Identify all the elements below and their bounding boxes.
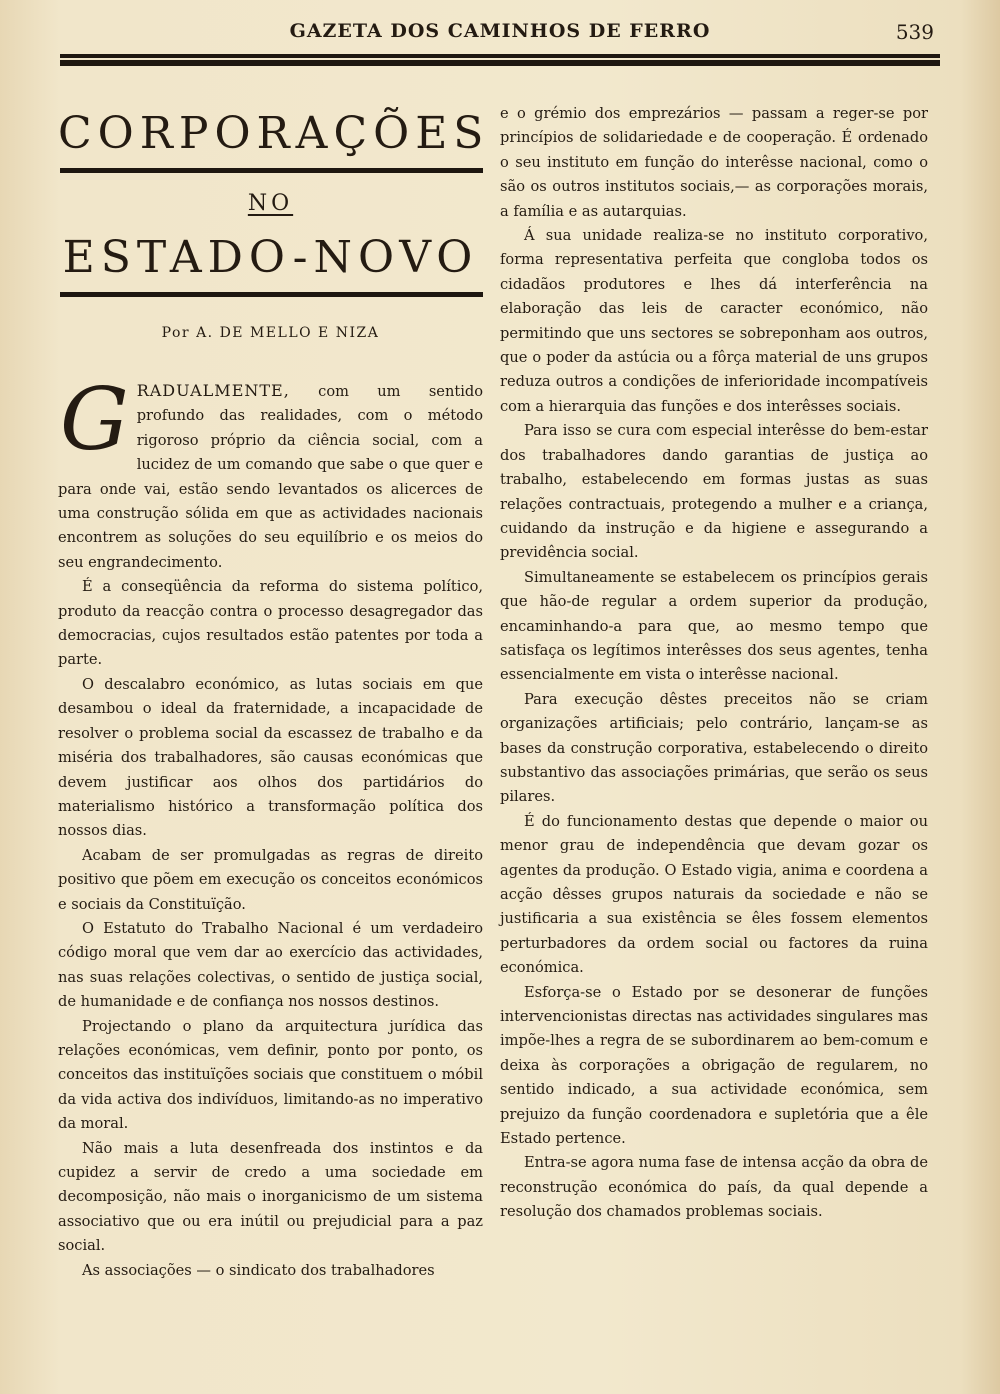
paragraph: Entra-se agora numa fase de intensa acção da obra de reconstrução económica do país, da qual depende a resolução dos chamados problemas sociais.: [500, 1154, 928, 1221]
right-column: [500, 102, 928, 1225]
byline: Por A. DE MELLO E NIZA: [161, 325, 380, 341]
article-title-line1: CORPORAÇÕES: [58, 108, 490, 159]
header-rule: [60, 54, 940, 58]
paragraph: Á sua unidade realiza-se no instituto corporativo, forma representativa perfeita que congloba todos os cidadãos produtores e lhes dá interferência na elaboração das leis de caracter económico, não permitindo que uns sectores se sobreponham aos outros, que o poder da astúcia ou a fôrça material de uns grupos reduza outros a condições de inferioridade incompatíveis com a hierarquia das funções e dos interêsses sociais.: [500, 227, 928, 415]
first-word: RADUALMENTE,: [136, 381, 290, 400]
paragraph: É a conseqüência da reforma do sistema político, produto da reacção contra o processo desagregador das democracias, cujos resultados estão patentes por toda a parte.: [58, 578, 483, 669]
title-rule-top: [60, 168, 483, 173]
paragraph: Simultaneamente se estabelecem os princípios gerais que hão-de regular a ordem superior da produção, encaminhando-a para que, ao mesmo tempo que satisfaça os legítimos interêsses dos seus agentes, tenha essencialmente em vista o interêsse nacional.: [500, 568, 928, 684]
paragraph: Acabam de ser promulgadas as regras de direito positivo que põem em execução os conceitos económicos e sociais da Constituïção.: [58, 846, 483, 913]
paragraph: O descalabro económico, as lutas sociais em que desambou o ideal da fraternidade, a incapacidade de resolver o problema social da escassez de trabalho e da miséria dos trabalhadores, são causas económicas que devem justificar aos olhos dos partidários do materialismo histórico a transformação política dos nossos dias.: [58, 675, 483, 840]
page-number: 539: [895, 20, 934, 44]
drop-cap: G: [60, 370, 129, 470]
first-paragraph: [58, 370, 484, 575]
article-title-line2: [58, 191, 483, 216]
header-rule-double: [60, 60, 940, 66]
left-column: [58, 100, 490, 1283]
paragraph: Não mais a luta desenfreada dos instintos e da cupidez a servir de credo a uma sociedade em decomposição, não mais o inorganicismo de um sistema associativo que ou era inútil ou prejudicial para a paz social.: [58, 1139, 483, 1255]
paragraph: O Estatuto do Trabalho Nacional é um verdadeiro código moral que vem dar ao exercício das actividades, nas suas relações colectivas, o sentido de justiça social, de humanidade e de confiança nos nossos destinos.: [58, 919, 483, 1011]
title-rule-bottom: [60, 292, 483, 297]
paragraph: Projectando o plano da arquitectura jurídica das relações económicas, vem definir, ponto por ponto, os conceitos das instituïções sociais que constituem o móbil da vida activa dos indivíduos, limitando-as no imperativo da moral.: [58, 1017, 483, 1133]
title-no: NO: [247, 191, 294, 216]
paragraph: Para execução dêstes preceitos não se criam organizações artificiais; pelo contrário, lançam-se as bases da construção corporativa, estabelecendo o direito substantivo das associações primárias, que serão os seus pilares.: [500, 690, 928, 806]
paragraph: Esforça-se o Estado por se desonerar de funções intervencionistas directas nas actividades singulares mas impõe-lhes a regra de se subordinarem ao bem-comum e deixa às corporações a obrigação de regularem, no sentido indicado, a sua actividade económica, sem prejuizo da função coordenadora e supletória que a êle Estado pertence.: [500, 983, 928, 1148]
paragraph-continuation: e o grémio dos emprezários — passam a reger-se por princípios de solidariedade e de cooperação. É ordenado o seu instituto em função do interêsse nacional, como o são os outros institutos sociais,— as corporações morais, a família e as autarquias.: [500, 105, 928, 220]
article-title-line3: ESTADO-NOVO: [62, 232, 479, 283]
page-header: [60, 18, 940, 48]
paragraph: As associações — o sindicato dos trabalhadores: [82, 1261, 435, 1279]
first-paragraph-text: com um sentido profundo das realidades, com o método rigoroso próprio da ciência social, com a lucidez de um comando que sabe o que quer e para onde vai, estão sendo levantados os alicerces de uma construção sólida em que as actividades nacionais encontrem as soluções do seu equilíbrio e os meios do seu engrandecimento.: [58, 383, 484, 571]
paragraph: Para isso se cura com especial interêsse do bem-estar dos trabalhadores dando garantias de justiça ao trabalho, estabelecendo em formas justas as suas relações contractuais, protegendo a mulher e a criança, cuidando da instrução e da higiene e assegurando a previdência social.: [500, 422, 928, 562]
journal-title: GAZETA DOS CAMINHOS DE FERRO: [289, 20, 711, 42]
paragraph: É do funcionamento destas que depende o maior ou menor grau de independência que devam gozar os agentes da produção. O Estado vigia, anima e coordena a acção dêsses grupos naturais da sociedade e não se justificaria a sua existência se êles fossem elementos perturbadores da ordem social ou factores da ruina económica.: [500, 812, 928, 977]
